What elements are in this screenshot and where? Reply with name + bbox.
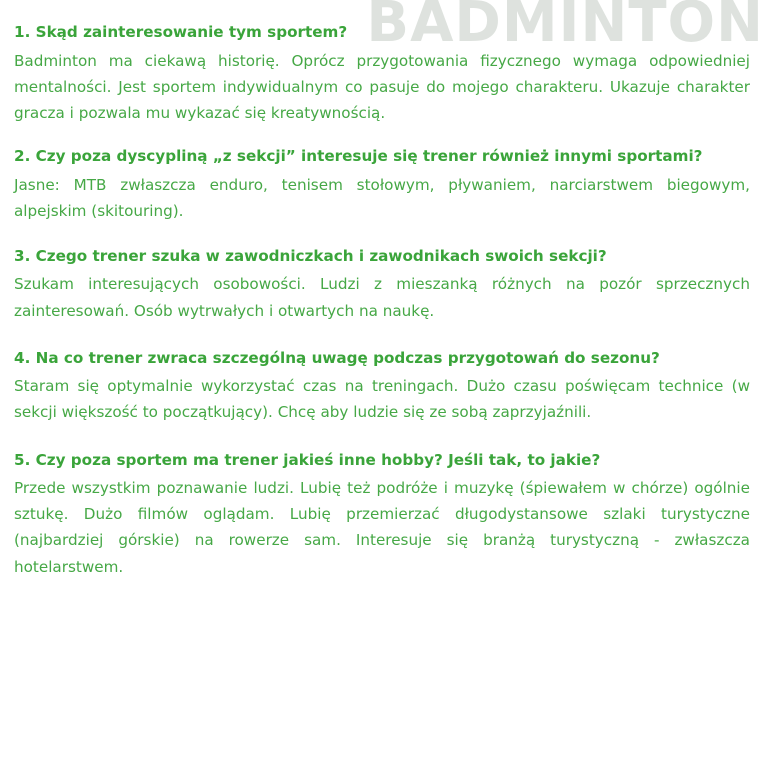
- qa-block: [14, 450, 750, 580]
- qa-block: [14, 146, 750, 224]
- question-text: 1. Skąd zainteresowanie tym sportem?: [14, 23, 348, 41]
- answer-text: Szukam interesujących osobowości. Ludzi z mieszanką różnych na pozór sprzecznych zainteresowań. Osób wytrwałych i otwartych na naukę.: [14, 275, 750, 320]
- answer-text: Przede wszystkim poznawanie ludzi. Lubię też podróże i muzykę (śpiewałem w chórze) ogólnie sztukę. Dużo filmów oglądam. Lubię przemierzać długodystansowe szlaki turystyczne (najbardziej górskie) na rowerze sam. Interesuje się branżą turystyczną - zwłaszcza hotelarstwem.: [14, 479, 750, 576]
- qa-block: [14, 246, 750, 324]
- answer-text: Badminton ma ciekawą historię. Oprócz przygotowania fizycznego wymaga odpowiedniej mentalności. Jest sportem indywidualnym co pasuje do mojego charakteru. Ukazuje charakter gracza i pozwala mu wykazać się kreatywnością.: [14, 51, 750, 122]
- watermark-badminton: BADMINTON: [366, 0, 764, 55]
- question-text: 4. Na co trener zwraca szczególną uwagę podczas przygotowań do sezonu?: [14, 348, 660, 367]
- question-text: 3. Czego trener szuka w zawodniczkach i zawodnikach swoich sekcji?: [14, 246, 607, 265]
- answer-text: Jasne: MTB zwłaszcza enduro, tenisem stołowym, pływaniem, narciarstwem biegowym, alpejskim (skitouring).: [14, 175, 750, 220]
- qa-block: [14, 348, 750, 426]
- answer-text: Staram się optymalnie wykorzystać czas na treningach. Dużo czasu poświęcam technice (w sekcji większość to początkujący). Chcę aby ludzie się ze sobą zaprzyjaźnili.: [14, 377, 750, 422]
- question-text: 2. Czy poza dyscypliną „z sekcji” interesuje się trener również innymi sportami?: [14, 147, 703, 165]
- qa-block: [14, 22, 750, 126]
- question-text: 5. Czy poza sportem ma trener jakieś inne hobby? Jeśli tak, to jakie?: [14, 450, 601, 469]
